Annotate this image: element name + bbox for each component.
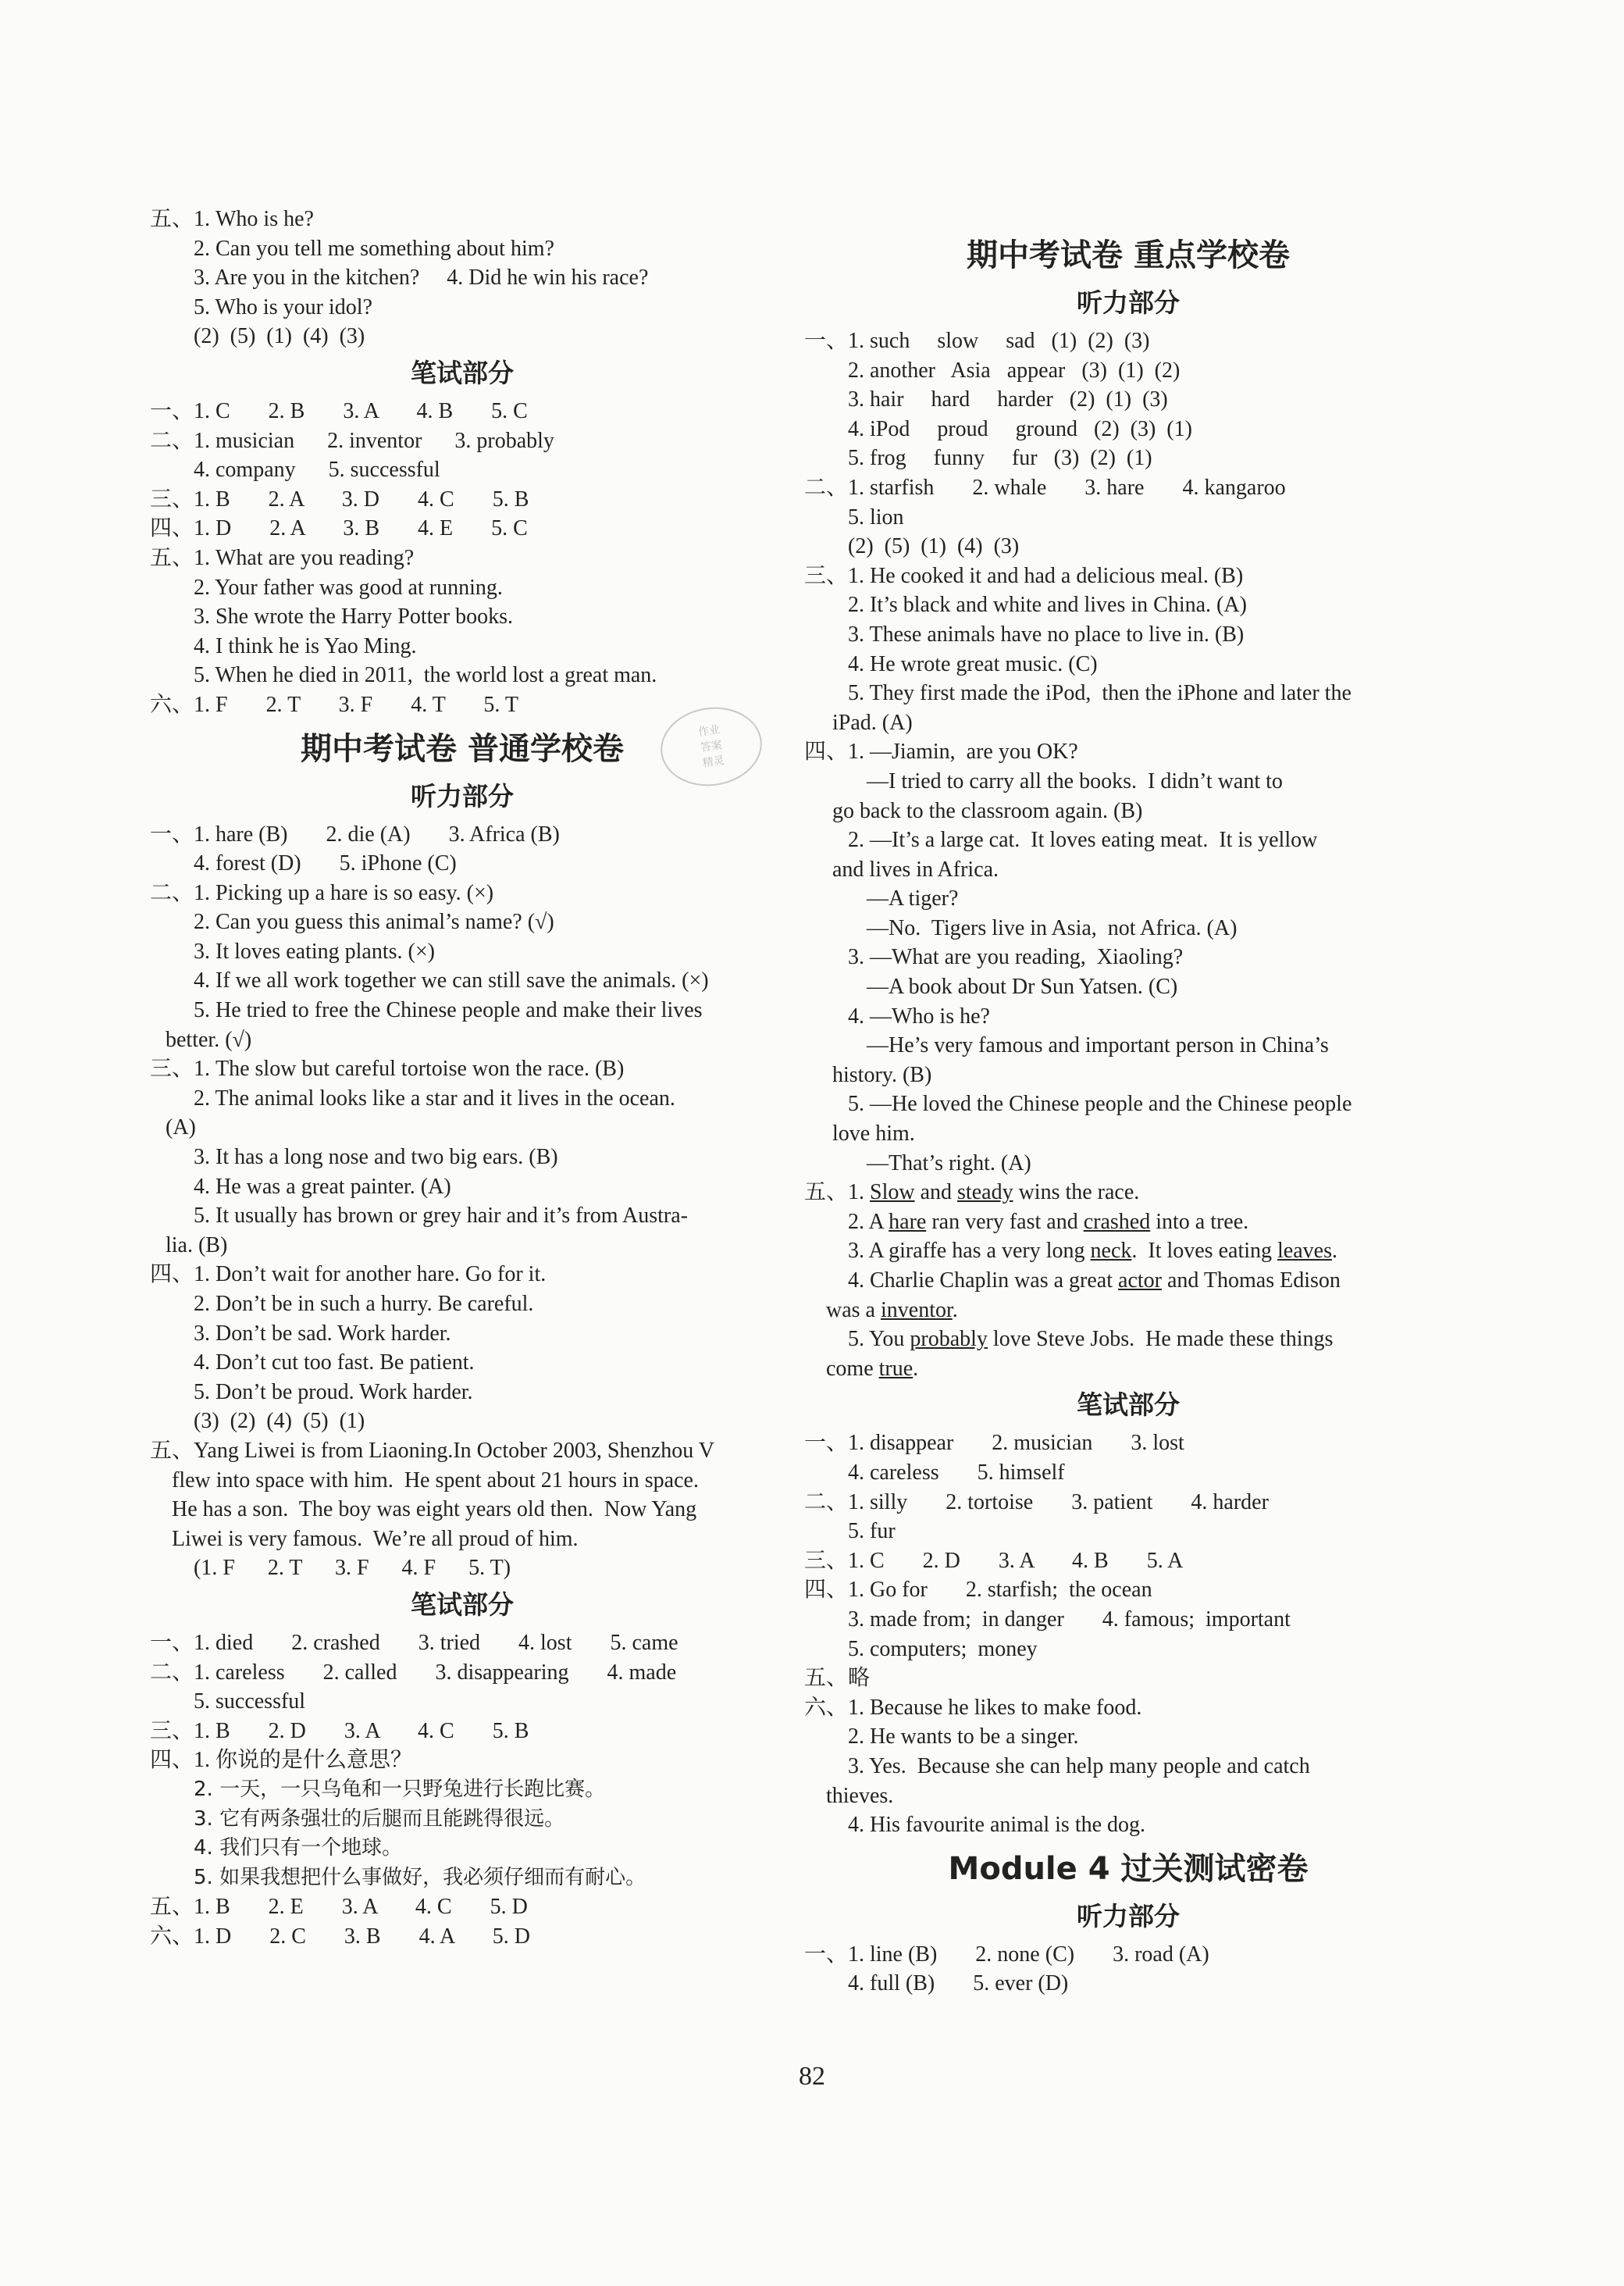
written-heading: 笔试部分 [1077,1389,1180,1421]
listening-heading: 听力部分 [1077,1900,1180,1931]
answer-line: 一、1. died 2. crashed 3. tried 4. lost 5. came [150,1630,678,1655]
answer-line: 一、1. hare (B) 2. die (A) 3. Africa (B) [150,822,560,847]
fill-text: ran very fast and [926,1209,1084,1234]
fill-answer: true [878,1356,914,1381]
answer-line: 2. Your father was good at running. [194,575,503,600]
answer-line: 5. Don’t be proud. Work harder. [194,1379,473,1404]
written-answers [804,1428,1452,1839]
answer-line: 4. careless 5. himself [848,1460,1065,1485]
answer-line: 五、略 [804,1666,871,1691]
exam-title-key-school: 期中考试卷 重点学校卷 [967,237,1290,273]
fill-in-line [804,1325,1452,1354]
answer-line: history. (B) [832,1062,932,1087]
answer-line: 五、Yang Liwei is from Liaoning.In October 2003, Shenzhou V [150,1438,714,1463]
answer-line: 5. It usually has brown or grey hair and it’s from Austra- [194,1204,688,1229]
answer-line: 三、1. The slow but careful tortoise won the race. (B) [150,1057,625,1082]
answer-line: (2) (5) (1) (4) (3) [194,324,365,349]
fill-text: wins the race. [1013,1180,1140,1205]
module-listening-answers [804,1940,1452,1999]
answer-line: iPad. (A) [832,710,913,735]
answer-line: 5. fur [848,1519,896,1544]
answer-line: love him. [832,1122,915,1147]
answer-line: 一、1. disappear 2. musician 3. lost [804,1431,1184,1456]
answer-line: 5. Who is your idol? [194,294,372,319]
stamp-watermark-icon: 作业 答案 精灵 [656,701,767,792]
fill-text: 2. A [848,1209,889,1234]
fill-text: and [914,1180,958,1205]
fill-answer: hare [889,1209,927,1234]
answer-line: 五、1. Who is he? [150,207,314,231]
fill-in-line [804,1236,1452,1266]
answer-line: 五、1. What are you reading? [150,545,415,570]
answer-line: —No. Tigers live in Asia, not Africa. (A) [867,915,1238,940]
answer-line: 5. They first made the iPod, then the iPhone and later the [848,681,1352,706]
answer-line: 二、1. silly 2. tortoise 3. patient 4. harder [804,1489,1269,1514]
answer-line: 5. 如果我想把什么事做好，我必须仔细而有耐心。 [194,1865,646,1889]
answer-line: 3. hair hard harder (2) (1) (3) [848,387,1168,412]
fill-text: . [1331,1239,1337,1264]
answer-line: 六、1. D 2. C 3. B 4. A 5. D [150,1924,530,1949]
answer-line: 3. 它有两条强壮的后腿而且能跳得很远。 [194,1806,565,1831]
answer-line: 四、1. D 2. A 3. B 4. E 5. C [150,516,528,541]
answer-line: 二、1. musician 2. inventor 3. probably [150,428,554,453]
exam-title-ordinary-school: 期中考试卷 普通学校卷 [301,730,624,767]
answer-line: 五、1. B 2. E 3. A 4. C 5. D [150,1895,528,1920]
answer-line: 5. —He loved the Chinese people and the Chinese people [848,1092,1352,1117]
fill-in-line [804,1354,1452,1384]
answer-line: 4. forest (D) 5. iPhone (C) [194,851,457,876]
answer-line: 4. 我们只有一个地球。 [194,1836,403,1860]
answer-line: Liwei is very famous. We’re all proud of him. [172,1526,579,1551]
answer-line: 4. company 5. successful [194,458,440,483]
fill-text: was a [826,1297,881,1322]
answer-line: 2. Can you tell me something about him? [194,236,554,261]
fill-answer: inventor [880,1297,953,1322]
fill-text: 3. A giraffe has a very long [848,1239,1091,1264]
written-heading: 笔试部分 [411,357,514,388]
fill-in-line [804,1178,1452,1207]
answer-line: 3. made from; in danger 4. famous; important [848,1607,1291,1632]
answer-line: 六、1. F 2. T 3. F 4. T 5. T [150,692,518,717]
answer-line: 5. When he died in 2011, the world lost a great man. [194,663,657,688]
fill-answer: neck [1090,1239,1132,1264]
fill-in-line [804,1296,1452,1325]
answer-line: 2. 一天，一只乌龟和一只野兔进行长跑比赛。 [194,1777,606,1801]
section-5-listening-top [150,205,775,351]
answer-line: 4. He wrote great music. (C) [848,651,1098,676]
answer-line: 4. His favourite animal is the dog. [848,1813,1146,1838]
listening-answers [804,326,1452,1383]
answer-line: 4. If we all work together we can still save the animals. (×) [194,968,709,993]
fill-text: 5. You [848,1327,910,1352]
fill-text: love Steve Jobs. He made these things [987,1327,1334,1352]
fill-text: 五、1. [804,1180,871,1205]
answer-line: 六、1. Because he likes to make food. [804,1695,1142,1720]
page-number: 82 [799,2062,825,2091]
written-answers-2 [150,1628,775,1952]
answer-line: 二、1. careless 2. called 3. disappearing 4. made [150,1660,677,1685]
answer-line: 3. She wrote the Harry Potter books. [194,604,514,629]
answer-line: 4. He was a great painter. (A) [194,1174,451,1199]
answer-line: 4. I think he is Yao Ming. [194,633,417,658]
answer-line: 四、1. Don’t wait for another hare. Go for it. [150,1262,547,1287]
answer-line: 三、1. He cooked it and had a delicious meal. (B) [804,563,1244,588]
listening-answers [150,820,775,1583]
fill-text: and Thomas Edison [1161,1268,1341,1293]
answer-line: 3. Don’t be sad. Work harder. [194,1321,451,1346]
written-heading: 笔试部分 [411,1589,514,1620]
right-column [804,226,1452,1999]
answer-line: 4. Don’t cut too fast. Be patient. [194,1350,475,1375]
answer-line: —I tried to carry all the books. I didn’t want to [867,769,1283,794]
answer-line: 2. He wants to be a singer. [848,1724,1079,1749]
answer-line: better. (√) [166,1027,252,1052]
answer-line: 2. Can you guess this animal’s name? (√) [194,910,554,935]
answer-line: 三、1. B 2. D 3. A 4. C 5. B [150,1718,529,1743]
answer-line: (1. F 2. T 3. F 4. F 5. T) [194,1556,511,1581]
answer-line: 2. Don’t be in such a hurry. Be careful. [194,1292,534,1316]
answer-line: 3. —What are you reading, Xiaoling? [848,945,1184,970]
fill-answer: actor [1118,1268,1162,1293]
listening-heading: 听力部分 [411,780,514,811]
answer-line: 5. successful [194,1689,306,1714]
answer-line: 三、1. B 2. A 3. D 4. C 5. B [150,487,529,512]
answer-line: 一、1. line (B) 2. none (C) 3. road (A) [804,1942,1209,1967]
answer-line: 4. full (B) 5. ever (D) [848,1971,1069,1996]
fill-answer: steady [957,1180,1013,1205]
answer-line: 3. It loves eating plants. (×) [194,939,435,964]
answer-line: 四、1. —Jiamin, are you OK? [804,740,1078,765]
answer-line: 四、1. 你说的是什么意思？ [150,1748,413,1773]
answer-line: —A book about Dr Sun Yatsen. (C) [867,975,1178,1000]
answer-line: 4. —Who is he? [848,1004,990,1029]
answer-line: 3. These animals have no place to live in. (B) [848,622,1245,647]
fill-answer: Slow [870,1180,915,1205]
answer-line: 一、1. C 2. B 3. A 4. B 5. C [150,398,528,423]
answer-line: —A tiger? [867,886,959,911]
answer-line: 5. computers; money [848,1636,1038,1661]
answer-line: and lives in Africa. [832,857,999,882]
answer-line: 2. another Asia appear (3) (1) (2) [848,358,1181,383]
answer-line: go back to the classroom again. (B) [832,798,1143,823]
answer-line: 5. frog funny fur (3) (2) (1) [848,446,1152,471]
answer-line: 2. The animal looks like a star and it lives in the ocean. [194,1086,675,1111]
fill-text: into a tree. [1150,1209,1249,1234]
fill-text: . [952,1297,958,1322]
fill-answer: probably [910,1327,988,1352]
fill-answer: leaves [1277,1239,1332,1264]
answer-line: 二、1. starfish 2. whale 3. hare 4. kangaroo [804,475,1286,500]
answer-line: He has a son. The boy was eight years old then. Now Yang [172,1497,697,1522]
module-title: Module 4 过关测试密卷 [948,1850,1309,1887]
answer-line: (A) [166,1115,196,1140]
answer-line: 一、1. such slow sad (1) (2) (3) [804,329,1150,353]
left-column [150,205,775,1951]
answer-line: 二、1. Picking up a hare is so easy. (×) [150,880,494,905]
answer-line: 2. It’s black and white and lives in China. (A) [848,593,1247,618]
answer-line: 3. Are you in the kitchen? 4. Did he win his race? [194,266,649,291]
answer-line: 5. He tried to free the Chinese people and make their lives [194,998,703,1023]
answer-line: 四、1. Go for 2. starfish; the ocean [804,1578,1152,1603]
answer-line: (3) (2) (4) (5) (1) [194,1409,365,1434]
answer-line: (2) (5) (1) (4) (3) [848,534,1020,559]
listening-heading: 听力部分 [1077,287,1180,318]
fill-text: . It loves eating [1131,1239,1277,1264]
fill-text: 4. Charlie Chaplin was a great [848,1268,1119,1293]
answer-line: thieves. [826,1783,894,1808]
fill-answer: crashed [1083,1209,1151,1234]
answer-line: 三、1. C 2. D 3. A 4. B 5. A [804,1548,1184,1573]
answer-line: 3. It has a long nose and two big ears. (B) [194,1145,558,1170]
fill-in-line [804,1207,1452,1237]
answer-line: 2. —It’s a large cat. It loves eating meat. It is yellow [848,828,1318,853]
answer-line: —That’s right. (A) [867,1150,1031,1175]
answer-line: 3. Yes. Because she can help many people and catch [848,1753,1310,1778]
answer-line: lia. (B) [166,1232,228,1257]
answer-line: flew into space with him. He spent about 21 hours in space. [172,1468,699,1492]
answer-line: —He’s very famous and important person in China’s [867,1033,1329,1058]
written-answers-1 [150,397,775,720]
fill-text: come [826,1356,879,1381]
answer-line: 5. lion [848,505,904,530]
answer-line: 4. iPod proud ground (2) (3) (1) [848,416,1192,441]
fill-in-line [804,1266,1452,1296]
fill-text: . [913,1356,919,1381]
